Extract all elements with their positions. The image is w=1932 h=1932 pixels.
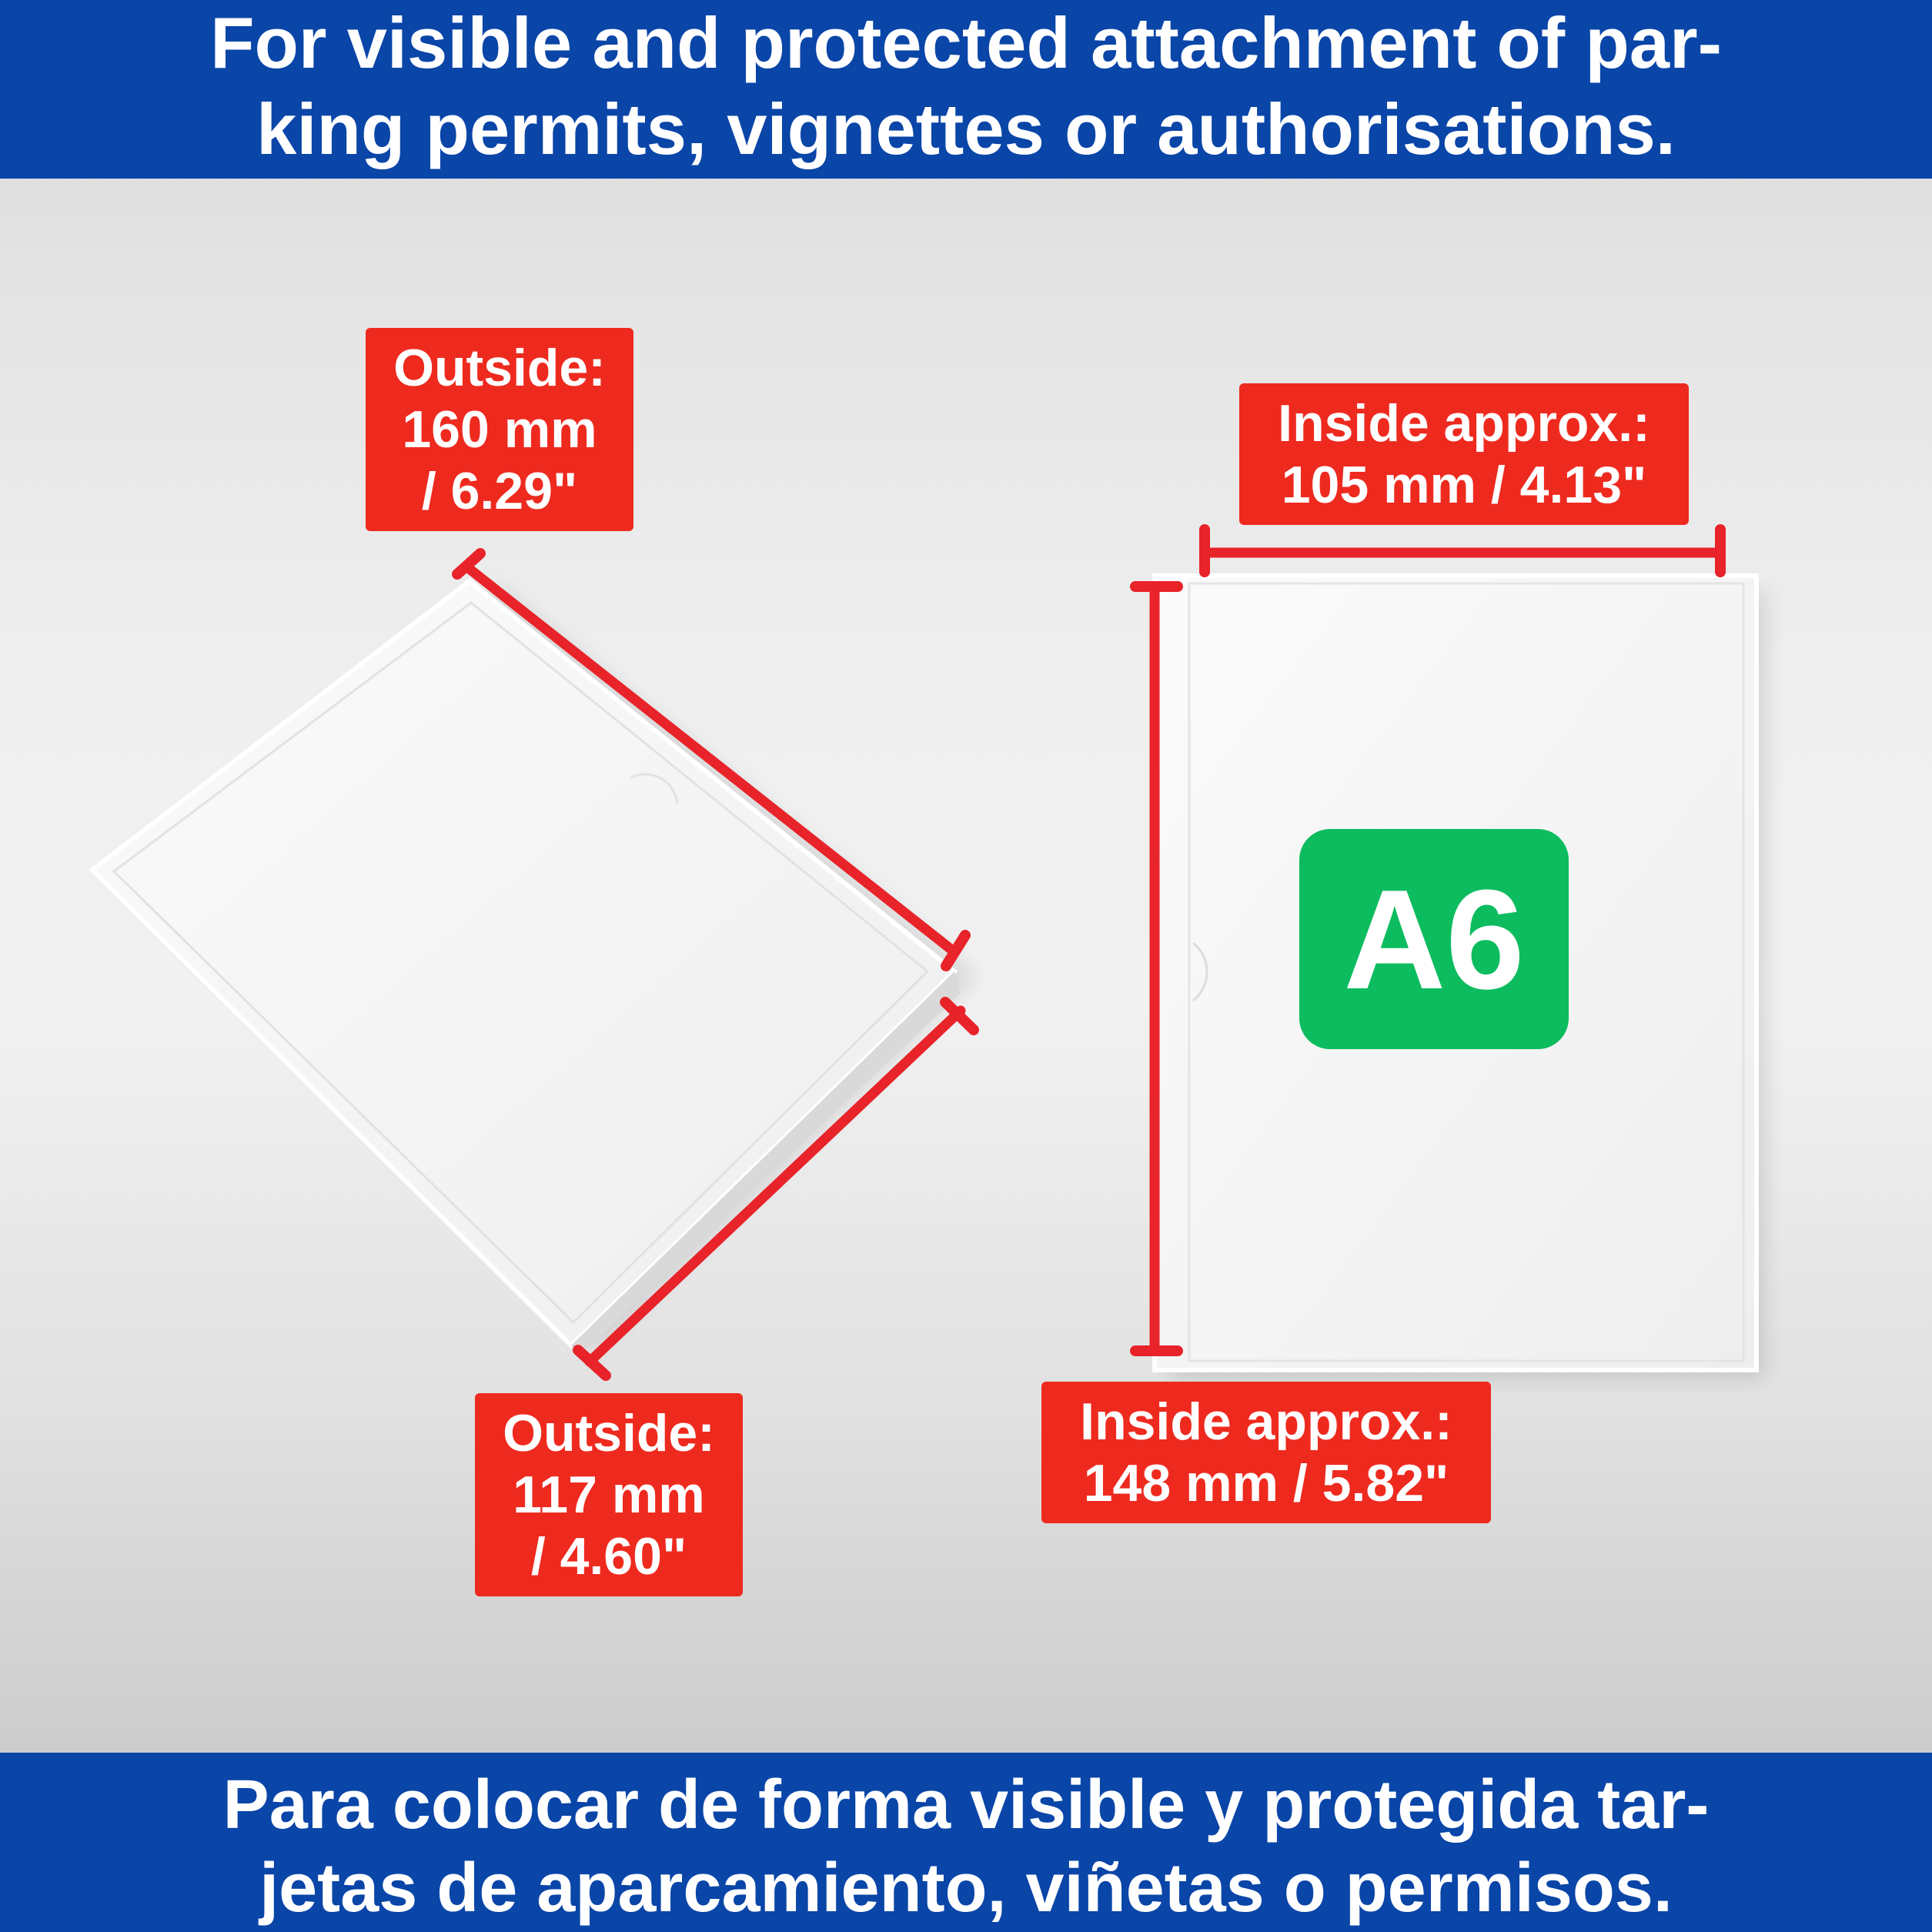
outside-width-label-line: Outside: [503,1404,715,1462]
inside-width-label-line: Inside approx.: [1278,394,1650,453]
outside-length-label-line: Outside: [393,339,606,397]
header-line-1: For visible and protected attachment of par- [210,2,1722,83]
footer-line-1: Para colocar de forma visible y protegida tar- [222,1767,1710,1843]
inside-width-label [1239,383,1689,525]
outside-width-label-line: 117 mm [513,1466,705,1524]
inside-width-label-line: 105 mm / 4.13" [1281,456,1647,514]
outside-length-label-line: / 6.29" [421,462,578,520]
footer-line-2: jetas de aparcamiento, viñetas o permisos. [259,1850,1673,1927]
outside-length-label [366,328,633,531]
tilted-pocket [92,581,978,1356]
outside-width-label-line: / 4.60" [530,1527,687,1586]
inside-height-label [1041,1382,1491,1523]
header-line-2: king permits, vignettes or authorisations. [256,89,1676,169]
inside-height-label-line: 148 mm / 5.82" [1083,1454,1449,1513]
outside-width-label [475,1393,743,1596]
inside-height-label-line: Inside approx.: [1080,1392,1452,1451]
outside-length-label-line: 160 mm [402,400,597,459]
dimension-line-inside-width [1205,530,1720,572]
footer-banner [0,1753,1932,1932]
a6-format-badge: A6 [1299,829,1569,1049]
